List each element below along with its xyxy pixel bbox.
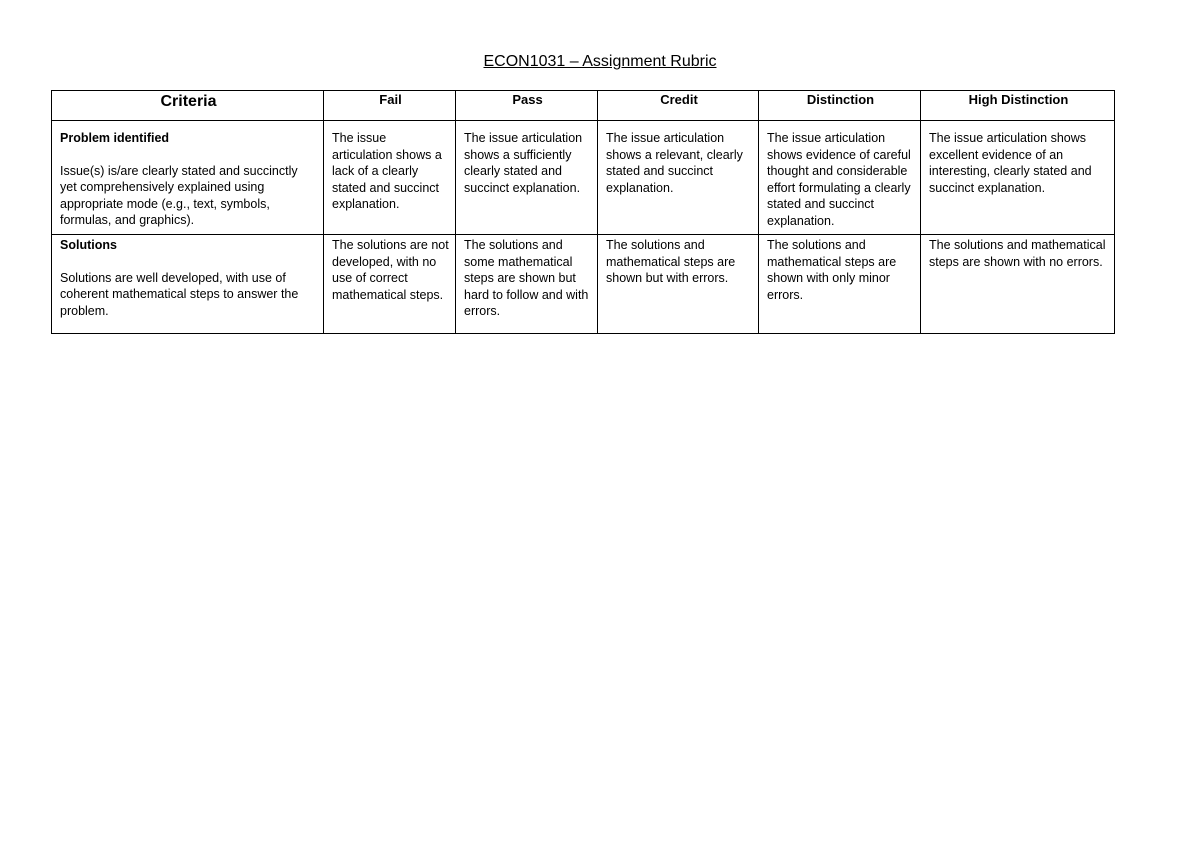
criterion-title: Problem identified [60, 131, 170, 145]
criterion-text [60, 130, 317, 229]
header-fail: Fail [324, 91, 456, 121]
table-row [52, 235, 1115, 334]
criterion-description: Solutions are well developed, with use of coherent mathematical steps to answer the problem. [60, 270, 299, 318]
criterion-cell [52, 235, 324, 334]
level-text: The issue articulation shows a relevant, clearly stated and succinct explanation. [606, 131, 743, 195]
fail-cell: The solutions are not developed, with no use of correct mathematical steps. [324, 235, 456, 334]
header-credit: Credit [598, 91, 759, 121]
pass-cell: The solutions and some mathematical steps are shown but hard to follow and with errors. [456, 235, 598, 334]
criterion-description: Issue(s) is/are clearly stated and succinctly yet comprehensively explained using appropriate mode (e.g., text, symbols, formulas, and graphics). [60, 163, 298, 227]
pass-cell [456, 121, 598, 235]
distinction-cell [759, 121, 921, 235]
fail-cell [324, 121, 456, 235]
criterion-cell [52, 121, 324, 235]
header-distinction: Distinction [759, 91, 921, 121]
level-text: The issue articulation shows excellent evidence of an interesting, clearly stated and succinct explanation. [929, 131, 1092, 195]
level-text: The issue articulation shows a sufficiently clearly stated and succinct explanation. [464, 131, 583, 195]
criterion-title: Solutions [60, 238, 117, 252]
header-high-distinction: High Distinction [921, 91, 1115, 121]
credit-cell: The solutions and mathematical steps are shown but with errors. [598, 235, 759, 334]
header-pass: Pass [456, 91, 598, 121]
rubric-header-row [52, 91, 1115, 121]
rubric-table [51, 90, 1115, 334]
distinction-cell: The solutions and mathematical steps are shown with only minor errors. [759, 235, 921, 334]
level-text: The issue articulation shows evidence of careful thought and considerable effort formulating a clearly stated and succinct explanation. [767, 131, 911, 228]
level-text: The issue articulation shows a lack of a clearly stated and succinct explanation. [332, 131, 442, 211]
header-criteria: Criteria [52, 91, 324, 121]
table-row [52, 121, 1115, 235]
credit-cell [598, 121, 759, 235]
high-distinction-cell: The solutions and mathematical steps are shown with no errors. [921, 235, 1115, 334]
document-title: ECON1031 – Assignment Rubric [483, 53, 717, 70]
high-distinction-cell [921, 121, 1115, 235]
